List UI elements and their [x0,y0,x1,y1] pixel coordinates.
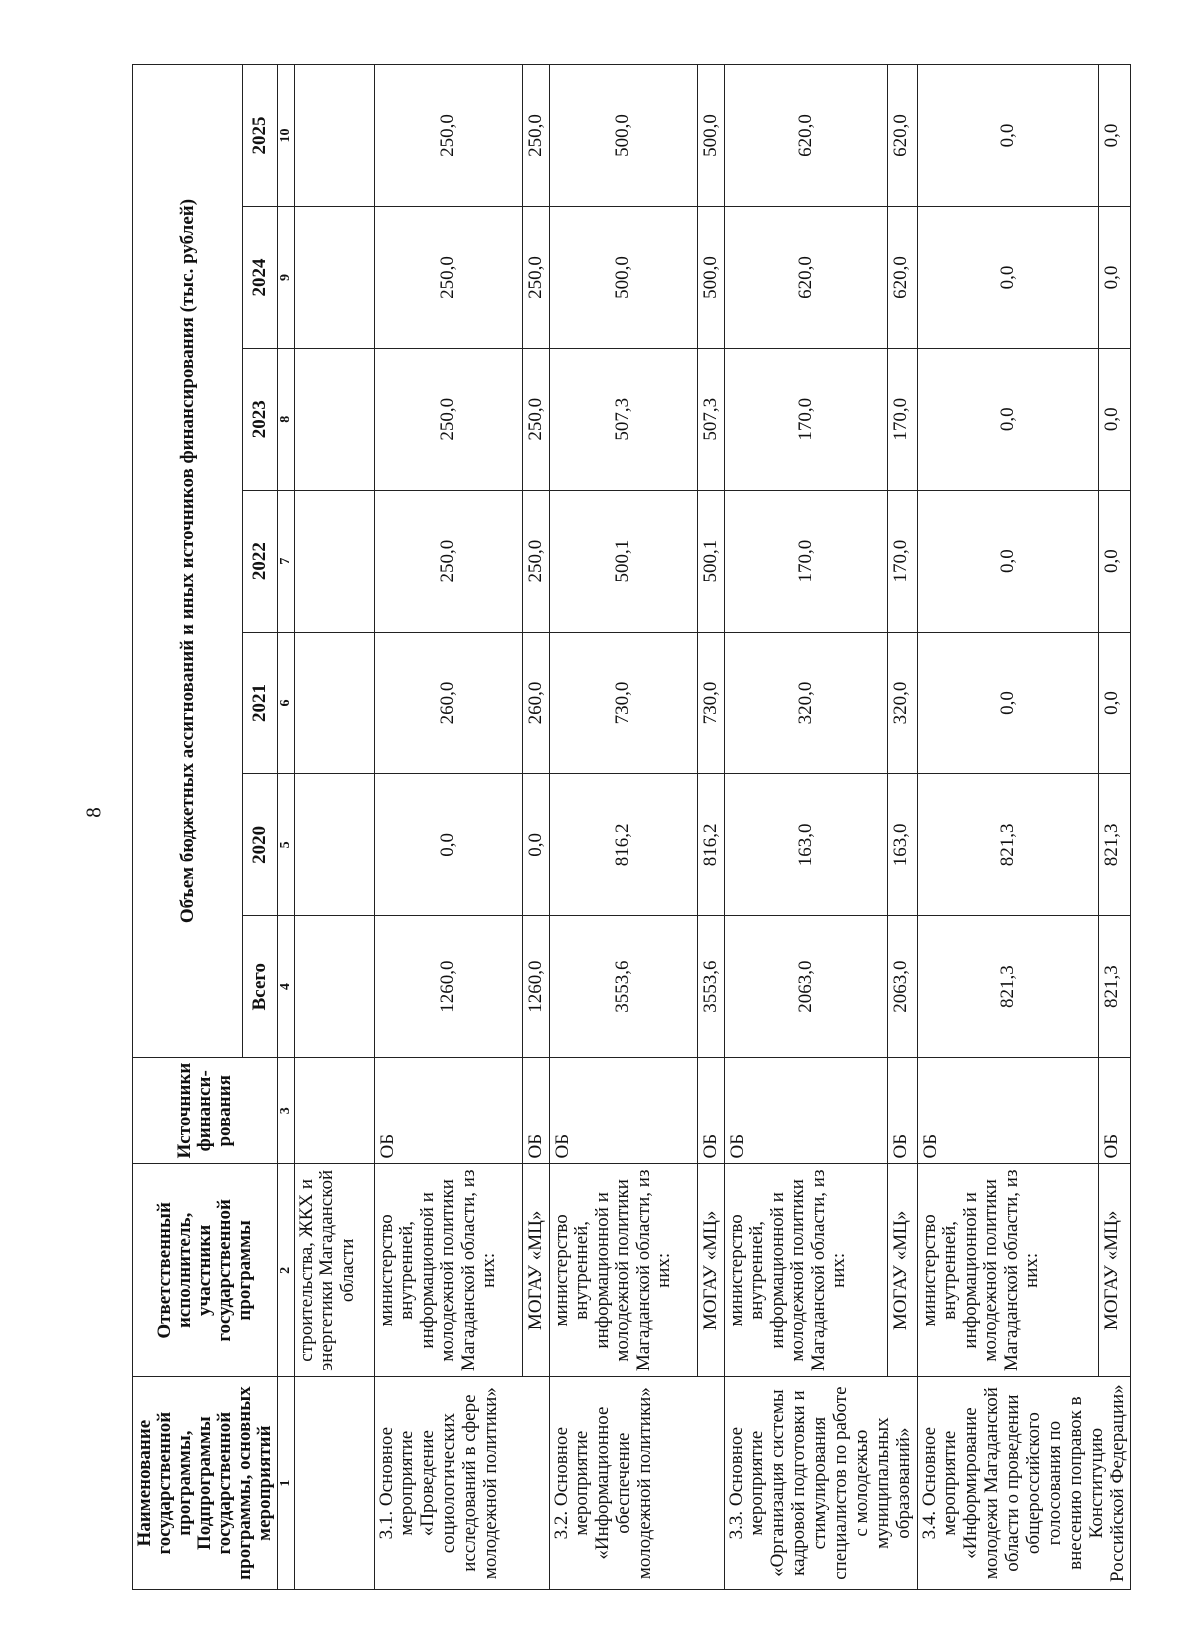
sub-value-cell: 250,0 [522,207,549,349]
source-cell: ОБ [724,1058,887,1164]
table-row [522,65,549,1590]
activity-name: 3.1. Основное мероприятие «Проведение социологических исследований в сфере молодежной политики» [374,1377,549,1590]
value-cell: 170,0 [724,348,887,490]
column-number: 2 [277,1164,294,1377]
column-number: 4 [277,916,294,1058]
table-row [697,65,724,1590]
rotated-table-sheet [132,64,1128,1590]
column-number: 6 [277,632,294,774]
value-cell: 620,0 [724,65,887,207]
value-cell: 816,2 [549,774,697,916]
rotated-content [132,64,1128,1590]
header-year-2020: 2020 [243,774,278,916]
sub-executor-cell: МОГАУ «МЦ» [1098,1164,1131,1377]
activity-name: 3.2. Основное мероприятие «Информационное обеспечение молодежной политики» [549,1377,724,1590]
value-cell: 730,0 [549,632,697,774]
sub-value-cell: 816,2 [697,774,724,916]
sub-executor-cell: МОГАУ «МЦ» [522,1164,549,1377]
sub-source-cell: ОБ [697,1058,724,1164]
sub-source-cell: ОБ [1098,1058,1131,1164]
value-cell: 260,0 [374,632,522,774]
value-cell: 250,0 [374,490,522,632]
sub-value-cell: 170,0 [887,348,917,490]
value-cell: 500,1 [549,490,697,632]
sub-value-cell: 163,0 [887,774,917,916]
column-number: 1 [277,1377,294,1590]
value-cell: 620,0 [724,207,887,349]
table-cell [294,632,374,774]
sub-value-cell: 821,3 [1098,774,1131,916]
executor-cell: министерство внутренней, информационной и молодежной политики Магаданской области, из них: [917,1164,1098,1377]
table-row [917,65,1098,1590]
value-cell: 0,0 [917,490,1098,632]
header-sources: Источники финанси-рования [133,1058,278,1164]
executor-cell: министерство внутренней, информационной и молодежной политики Магаданской области, из них: [549,1164,697,1377]
sub-value-cell: 821,3 [1098,916,1131,1058]
table-cell [294,916,374,1058]
source-cell: ОБ [917,1058,1098,1164]
header-year-2022: 2022 [243,490,278,632]
table-row [724,65,887,1590]
sub-value-cell: 3553,6 [697,916,724,1058]
value-cell: 3553,6 [549,916,697,1058]
table-row [294,65,374,1590]
column-number: 7 [277,490,294,632]
sub-value-cell: 0,0 [1098,65,1131,207]
table-cell [294,348,374,490]
sub-executor-cell: МОГАУ «МЦ» [887,1164,917,1377]
executor-cell: министерство внутренней, информационной и молодежной политики Магаданской области, из них: [374,1164,522,1377]
table-row [1098,65,1131,1590]
column-number: 3 [277,1058,294,1164]
column-number: 8 [277,348,294,490]
header-year-total: Всего [243,916,278,1058]
column-number: 5 [277,774,294,916]
value-cell: 0,0 [374,774,522,916]
sub-value-cell: 0,0 [1098,632,1131,774]
header-executor: Ответственный исполнитель, участники государственной программы [133,1164,278,1377]
sub-value-cell: 170,0 [887,490,917,632]
table-row [374,65,522,1590]
sub-value-cell: 250,0 [522,348,549,490]
sub-value-cell: 620,0 [887,65,917,207]
header-program-name: Наименование государственной программы, Подпрограммы государственной программы, основных мероприятий [133,1377,278,1590]
table-cell [294,774,374,916]
value-cell: 0,0 [917,65,1098,207]
value-cell: 821,3 [917,916,1098,1058]
value-cell: 0,0 [917,207,1098,349]
continuation-executor: строительства, ЖКХ и энергетики Магаданской области [294,1164,374,1377]
value-cell: 507,3 [549,348,697,490]
value-cell: 0,0 [917,348,1098,490]
column-number: 10 [277,65,294,207]
sub-source-cell: ОБ [522,1058,549,1164]
value-cell: 163,0 [724,774,887,916]
sub-value-cell: 500,0 [697,207,724,349]
sub-value-cell: 620,0 [887,207,917,349]
table-row [887,65,917,1590]
sub-value-cell: 250,0 [522,490,549,632]
sub-value-cell: 0,0 [1098,207,1131,349]
table-cell [294,490,374,632]
table-cell [294,65,374,207]
sub-value-cell: 500,1 [697,490,724,632]
value-cell: 250,0 [374,207,522,349]
executor-cell: министерство внутренней, информационной и молодежной политики Магаданской области, из них: [724,1164,887,1377]
activity-name: 3.4. Основное мероприятие «Информирование молодежи Магаданской области о проведении общероссийского голосования по внесению поправок в Конституцию Российской Федерации» [917,1377,1131,1590]
table-cell [294,1377,374,1590]
source-cell: ОБ [374,1058,522,1164]
sub-value-cell: 260,0 [522,632,549,774]
sub-value-cell: 2063,0 [887,916,917,1058]
header-year-2025: 2025 [243,65,278,207]
source-cell: ОБ [549,1058,697,1164]
value-cell: 250,0 [374,65,522,207]
value-cell: 320,0 [724,632,887,774]
header-budget-group: Объем бюджетных ассигнований и иных источников финансирования (тыс. рублей) [133,65,243,1058]
value-cell: 500,0 [549,207,697,349]
value-cell: 170,0 [724,490,887,632]
page-number: 8 [81,807,106,818]
sub-value-cell: 730,0 [697,632,724,774]
sub-source-cell: ОБ [887,1058,917,1164]
table-cell [294,1058,374,1164]
header-year-2024: 2024 [243,207,278,349]
column-number: 9 [277,207,294,349]
table-row [549,65,697,1590]
sub-value-cell: 507,3 [697,348,724,490]
sub-value-cell: 1260,0 [522,916,549,1058]
sub-value-cell: 0,0 [1098,490,1131,632]
sub-value-cell: 320,0 [887,632,917,774]
sub-value-cell: 500,0 [697,65,724,207]
sub-value-cell: 0,0 [522,774,549,916]
sub-executor-cell: МОГАУ «МЦ» [697,1164,724,1377]
value-cell: 500,0 [549,65,697,207]
table-cell [294,207,374,349]
activity-name: 3.3. Основное мероприятие «Организация системы кадровой подготовки и стимулирования специалистов по работе с молодежью муниципальных образований» [724,1377,917,1590]
header-year-2023: 2023 [243,348,278,490]
value-cell: 2063,0 [724,916,887,1058]
financing-table [132,64,1131,1590]
sub-value-cell: 0,0 [1098,348,1131,490]
sub-value-cell: 250,0 [522,65,549,207]
value-cell: 821,3 [917,774,1098,916]
value-cell: 1260,0 [374,916,522,1058]
value-cell: 0,0 [917,632,1098,774]
header-year-2021: 2021 [243,632,278,774]
value-cell: 250,0 [374,348,522,490]
